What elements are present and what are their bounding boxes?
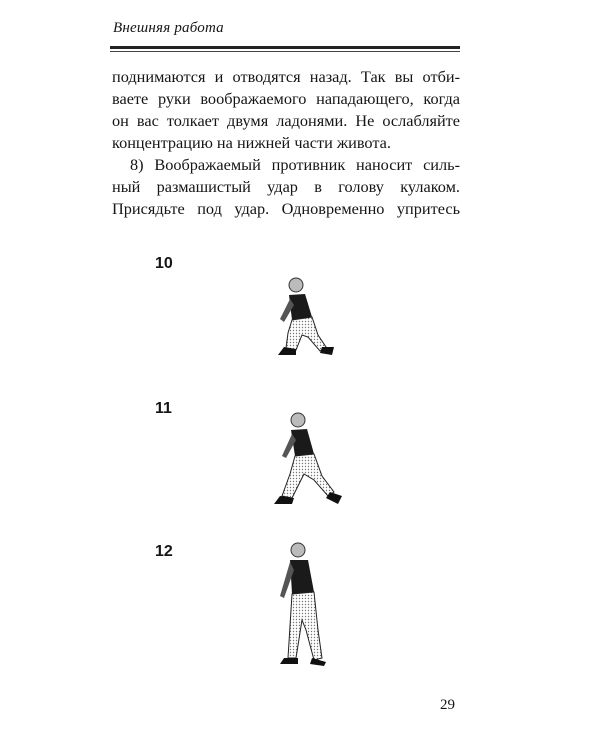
figure-kneeling-icon	[262, 275, 342, 370]
text-line: Присядьте под удар. Одновременно упритесь	[112, 199, 460, 218]
page-number: 29	[440, 697, 455, 713]
body-text	[112, 66, 460, 220]
text-line: ваете руки воображаемого нападающего, когда	[112, 89, 460, 108]
text-line: концентрацию на нижней части живота.	[112, 133, 391, 152]
figure-crouching-icon	[262, 408, 352, 513]
figure-number-12: 12	[155, 543, 173, 560]
text-line: 8) Воображаемый противник наносит силь-	[130, 155, 460, 174]
running-head: Внешняя работа	[113, 20, 224, 36]
figure-number-10: 10	[155, 255, 173, 272]
header-rule-thick	[110, 46, 460, 49]
header-rule-thin	[110, 51, 460, 52]
text-line: поднимаются и отводятся назад. Так вы отби-	[112, 67, 460, 86]
text-line: он вас толкает двумя ладонями. Не ослабляйте	[112, 111, 460, 130]
figure-standing-icon	[268, 540, 338, 670]
text-line: ный размашистый удар в голову кулаком.	[112, 177, 460, 196]
figure-number-11: 11	[155, 400, 172, 417]
